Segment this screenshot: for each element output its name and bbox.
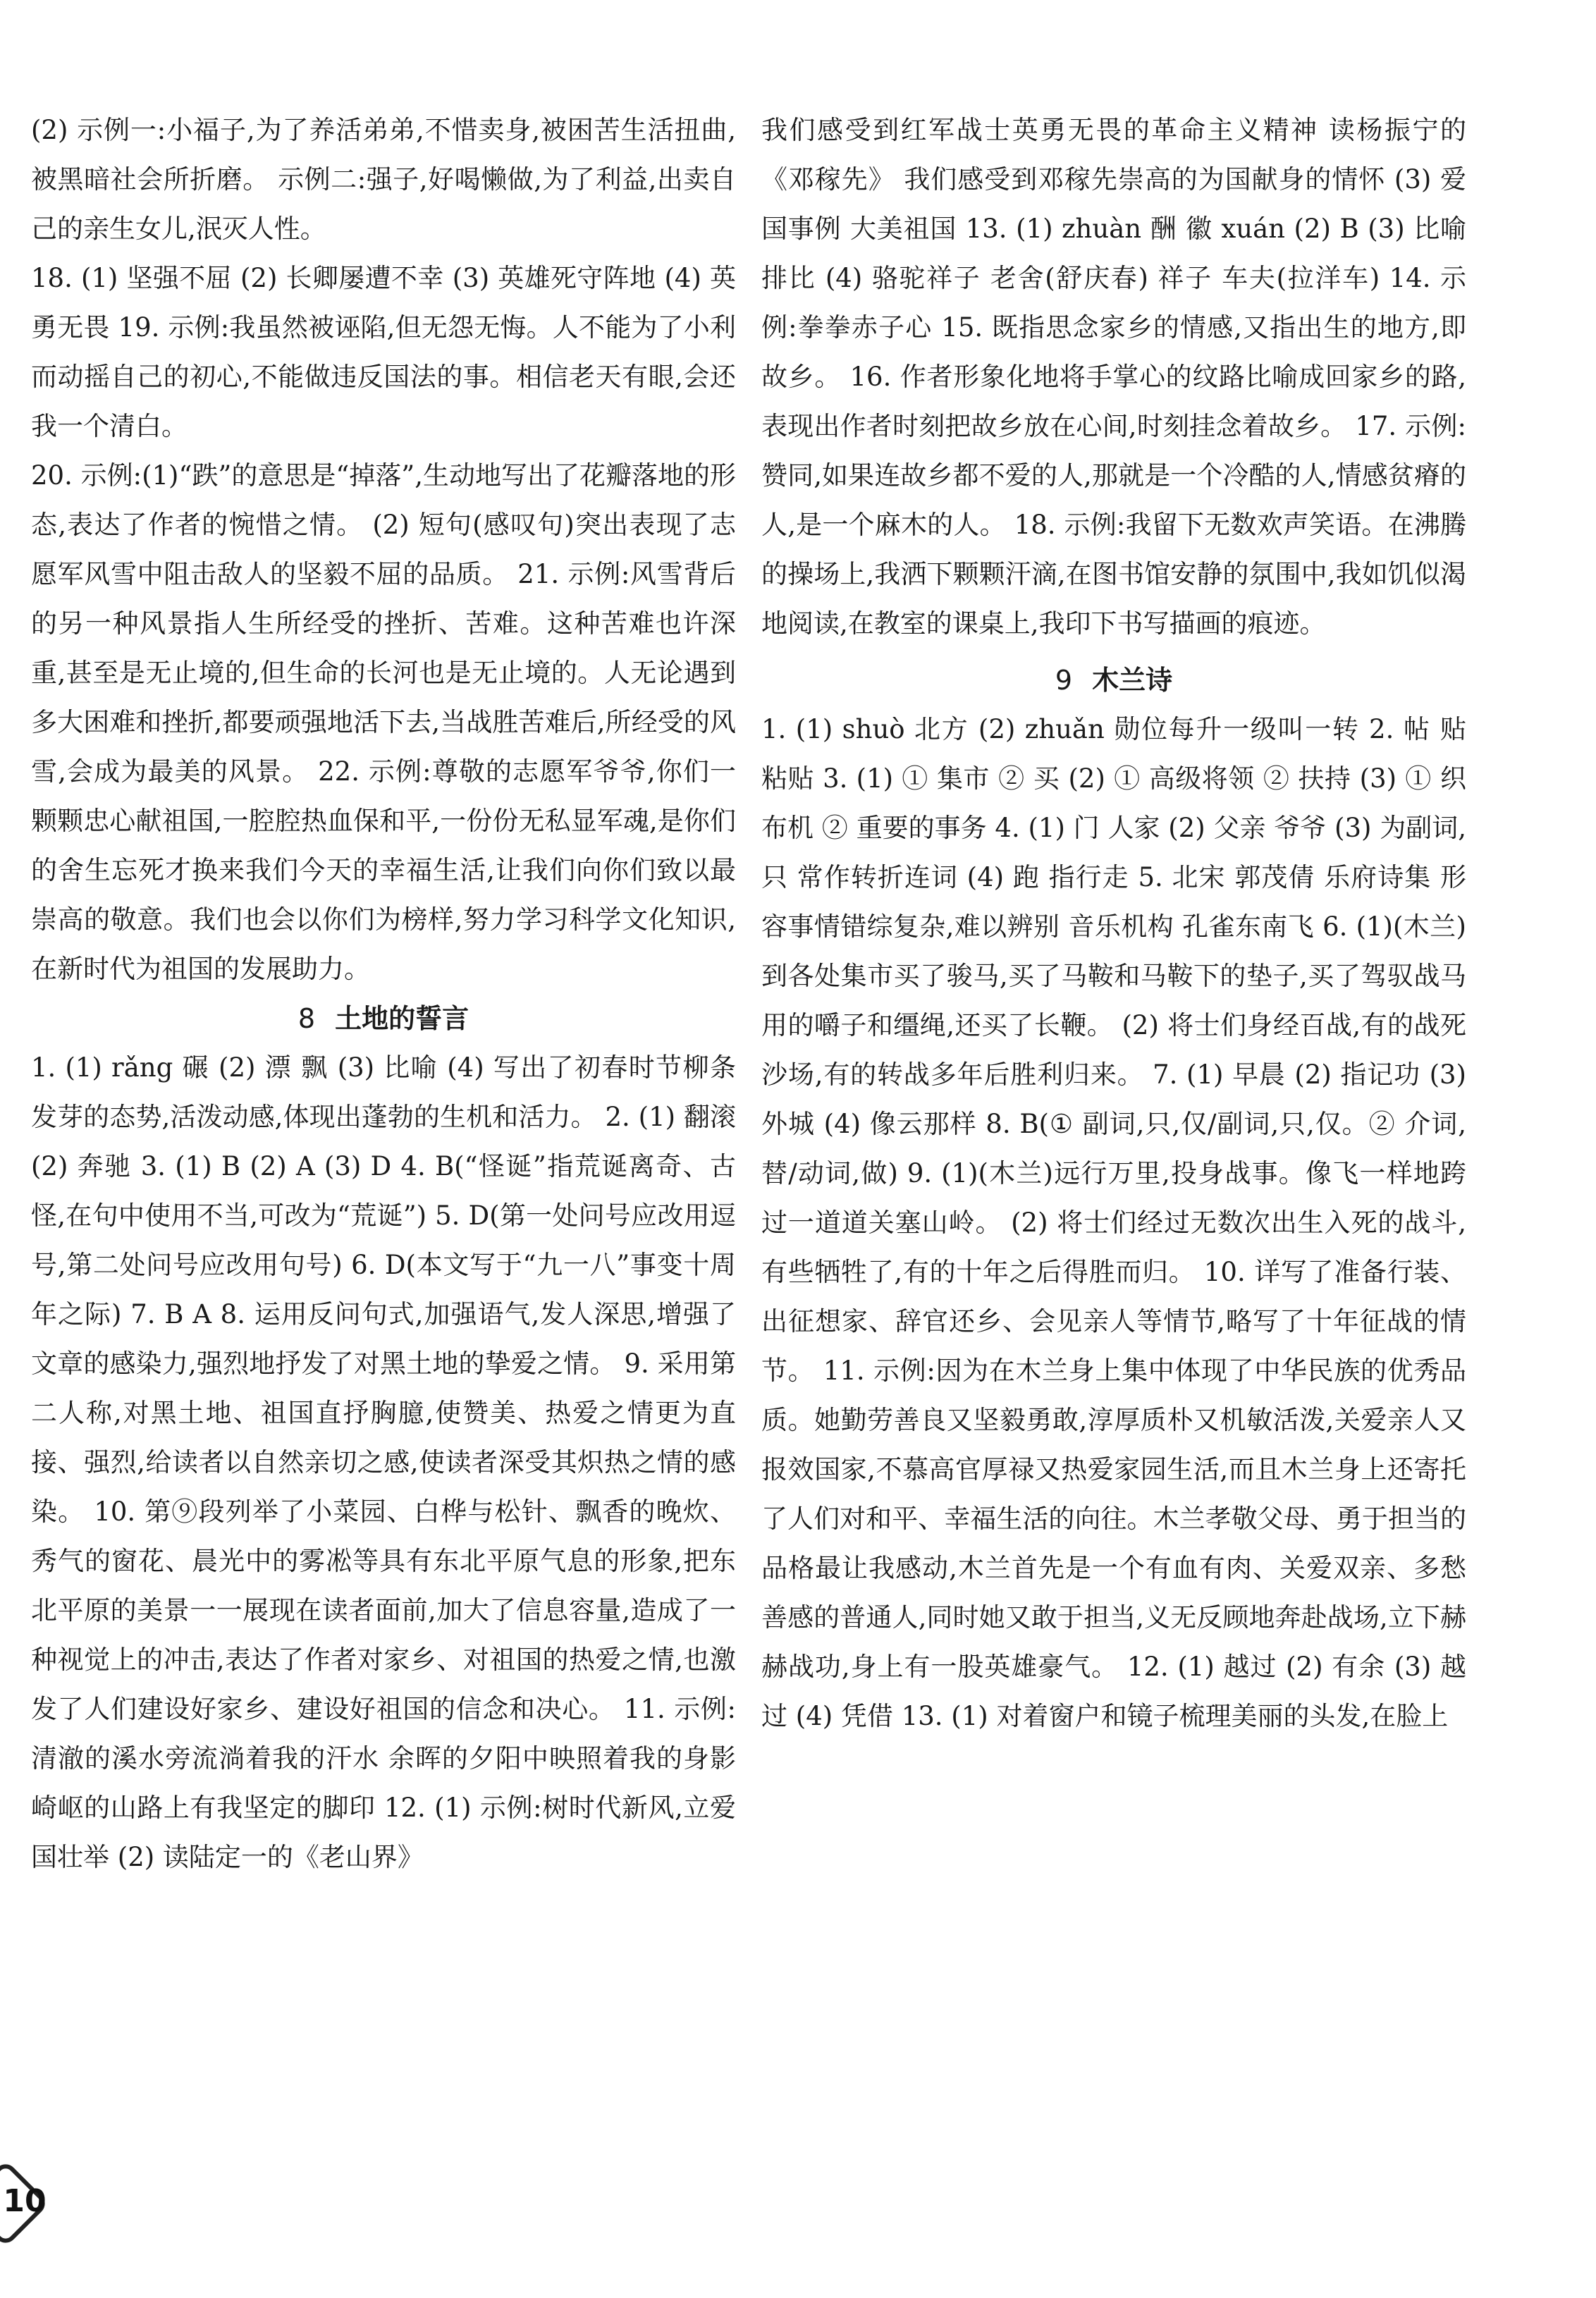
page-number: 10 <box>3 2183 47 2219</box>
answer-block-left-1: (2) 示例一:小福子,为了养活弟弟,不惜卖身,被困苦生活扭曲,被黑暗社会所折磨。 示例二:强子,好喝懒做,为了利益,出卖自己的亲生女儿,泯灭人性。 <box>31 115 736 244</box>
section-heading-9 <box>761 656 1466 705</box>
section-heading-8 <box>31 994 736 1043</box>
section-number: 9 <box>1055 665 1073 696</box>
right-column <box>761 106 1466 1741</box>
section-title: 土地的誓言 <box>335 1003 469 1034</box>
section-title: 木兰诗 <box>1092 665 1173 696</box>
answer-block-right-2: 1. (1) shuò 北方 (2) zhuǎn 勋位每升一级叫一转 2. 帖 贴 粘贴 3. (1) ① 集市 ② 买 (2) ① 高级将领 ② 扶持 (3) ① 织布机 ② 重要的事务 4. (1) 门 人家 (2) 父亲 爷爷 (3) 为副词,只 常作转折连词 (4) 跑 指行走 5. 北宋 郭茂倩 乐府诗集 形容事情错综复杂,难以辨别 音乐机构 孔雀东南飞 6. (1)(木兰)到各处集市买了骏马,买了马鞍和马鞍下的垫子,买了驾驭战马用的嚼子和缰绳,还买了长鞭。 (2) 将士们身经百战,有的战死沙场,有的转战多年后胜利归来。 7. (1) 早晨 (2) 指记功 (3) 外城 (4) 像云那样 8. B(① 副词,只,仅/副词,只,仅。② 介词,替/动词,做) 9. (1)(木兰)远行万里,投身战事。像飞一样地跨过一道道关塞山岭。 (2) 将士们经过无数次出生入死的战斗,有些牺牲了,有的十年之后得胜而归。 10. 详写了准备行装、出征想家、辞官还乡、会见亲人等情节,略写了十年征战的情节。 11. 示例:因为在木兰身上集中体现了中华民族的优秀品质。她勤劳善良又坚毅勇敢,淳厚质朴又机敏活泼,关爱亲人又报效国家,不慕高官厚禄又热爱家园生活,而且木兰身上还寄托了人们对和平、幸福生活的向往。木兰孝敬父母、勇于担当的品格最让我感动,木兰首先是一个有血有肉、关爱双亲、多愁善感的普通人,同时她又敢于担当,义无反顾地奔赴战场,立下赫赫战功,身上有一股英雄豪气。 12. (1) 越过 (2) 有余 (3) 越过 (4) 凭借 13. (1) 对着窗户和镜子梳理美丽的头发,在脸上 <box>761 714 1466 1731</box>
answer-block-right-1: 我们感受到红军战士英勇无畏的革命主义精神 读杨振宁的《邓稼先》 我们感受到邓稼先崇高的为国献身的情怀 (3) 爱国事例 大美祖国 13. (1) zhuàn 酬 徽 xuán (2) B (3) 比喻 排比 (4) 骆驼祥子 老舍(舒庆春) 祥子 车夫(拉洋车) 14. 示例:拳拳赤子心 15. 既指思念家乡的情感,又指出生的地方,即故乡。 16. 作者形象化地将手掌心的纹路比喻成回家乡的路,表现出作者时刻把故乡放在心间,时刻挂念着故乡。 17. 示例:赞同,如果连故乡都不爱的人,那就是一个冷酷的人,情感贫瘠的人,是一个麻木的人。 18. 示例:我留下无数欢声笑语。在沸腾的操场上,我洒下颗颗汗滴,在图书馆安静的氛围中,我如饥似渴地阅读,在教室的课桌上,我印下书写描画的痕迹。 <box>761 115 1466 639</box>
left-column <box>31 106 736 1882</box>
answer-block-left-3: 20. 示例:(1)“跌”的意思是“掉落”,生动地写出了花瓣落地的形态,表达了作者的惋惜之情。 (2) 短句(感叹句)突出表现了志愿军风雪中阻击敌人的坚毅不屈的品质。 21. 示例:风雪背后的另一种风景指人生所经受的挫折、苦难。这种苦难也许深重,甚至是无止境的,但生命的长河也是无止境的。人无论遇到多大困难和挫折,都要顽强地活下去,当战胜苦难后,所经受的风雪,会成为最美的风景。 22. 示例:尊敬的志愿军爷爷,你们一颗颗忠心献祖国,一腔腔热血保和平,一份份无私显军魂,是你们的舍生忘死才换来我们今天的幸福生活,让我们向你们致以最崇高的敬意。我们也会以你们为榜样,努力学习科学文化知识,在新时代为祖国的发展助力。 <box>31 460 736 984</box>
section-number: 8 <box>297 1003 316 1034</box>
answer-block-left-4: 1. (1) rǎng 碾 (2) 漂 飘 (3) 比喻 (4) 写出了初春时节柳条发芽的态势,活泼动感,体现出蓬勃的生机和活力。 2. (1) 翻滚 (2) 奔驰 3. (1) B (2) A (3) D 4. B(“怪诞”指荒诞离奇、古怪,在句中使用不当,可改为“荒诞”) 5. D(第一处问号应改用逗号,第二处问号应改用句号) 6. D(本文写于“九一八”事变十周年之际) 7. B A 8. 运用反问句式,加强语气,发人深思,增强了文章的感染力,强烈地抒发了对黑土地的挚爱之情。 9. 采用第二人称,对黑土地、祖国直抒胸臆,使赞美、热爱之情更为直接、强烈,给读者以自然亲切之感,使读者深受其炽热之情的感染。 10. 第⑨段列举了小菜园、白桦与松针、飘香的晚炊、秀气的窗花、晨光中的雾凇等具有东北平原气息的形象,把东北平原的美景一一展现在读者面前,加大了信息容量,造成了一种视觉上的冲击,表达了作者对家乡、对祖国的热爱之情,也激发了人们建设好家乡、建设好祖国的信念和决心。 11. 示例:清澈的溪水旁流淌着我的汗水 余晖的夕阳中映照着我的身影 崎岖的山路上有我坚定的脚印 12. (1) 示例:树时代新风,立爱国壮举 (2) 读陆定一的《老山界》 <box>31 1052 736 1872</box>
answer-block-left-2: 18. (1) 坚强不屈 (2) 长卿屡遭不幸 (3) 英雄死守阵地 (4) 英勇无畏 19. 示例:我虽然被诬陷,但无怨无悔。人不能为了小利而动摇自己的初心,不能做违反国法的事。相信老天有眼,会还我一个清白。 <box>31 263 736 441</box>
